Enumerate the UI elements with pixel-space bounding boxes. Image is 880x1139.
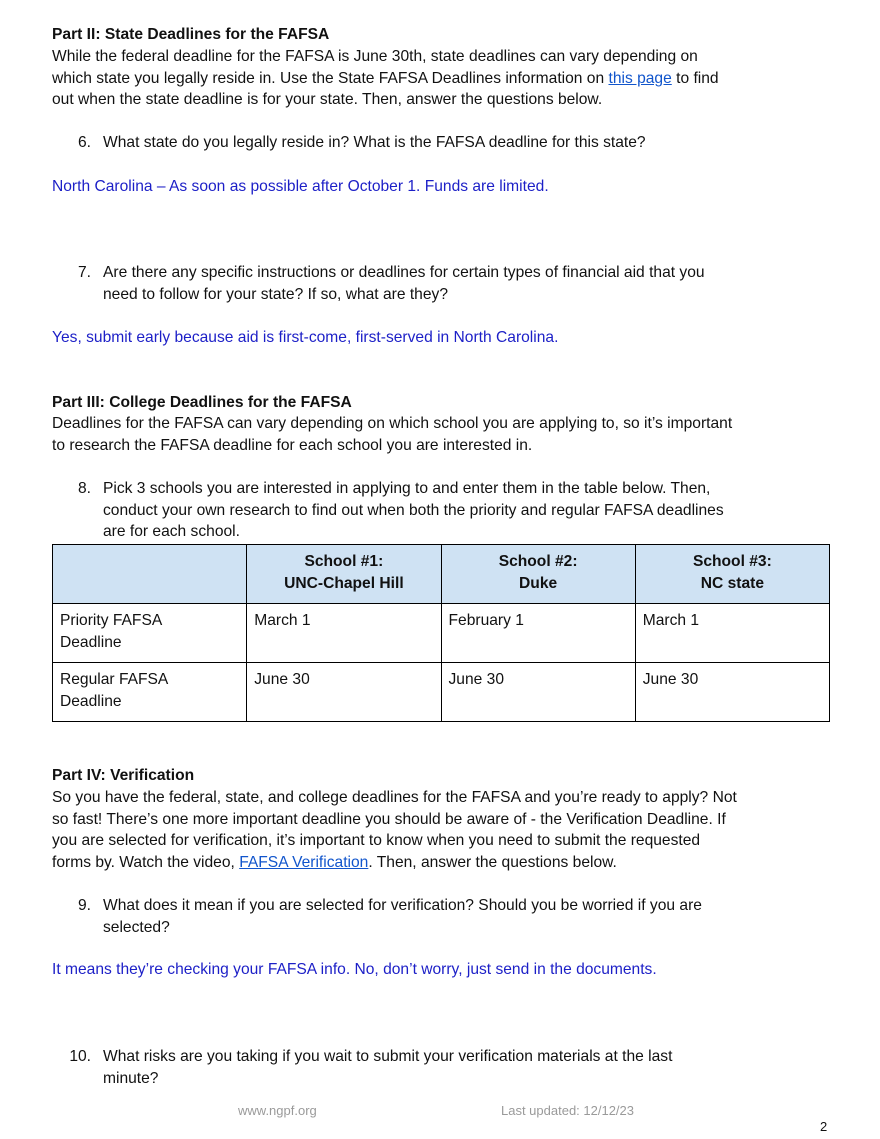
question-text-line: need to follow for your state? If so, what are they? [103,285,448,303]
question-number: 9. [77,897,91,914]
table-cell[interactable]: June 30 [635,663,829,722]
part2-intro-line2 [52,68,842,90]
question-text [103,1046,832,1089]
part4-heading: Part IV: Verification [52,767,195,784]
question-text [103,478,832,543]
header-line: NC state [700,574,764,592]
part4-intro-text-after: . Then, answer the questions below. [368,853,617,871]
table-header-row [53,545,830,604]
question-text-line: minute? [103,1069,159,1087]
question-number: 10. [69,1048,91,1065]
header-line: School #1: [304,553,384,570]
question-text: What state do you legally reside in? What is the FAFSA deadline for this state? [103,134,646,151]
row-label-line: Deadline [60,692,122,710]
question-text-line: Pick 3 schools you are interested in applying to and enter them in the table below. Then, [103,480,711,497]
table-cell[interactable]: March 1 [247,604,441,663]
answer-9: It means they’re checking your FAFSA info. No, don’t worry, just send in the documents. [52,961,657,978]
page-number: 2 [820,1119,828,1134]
part4-intro-line3: you are selected for verification, it’s important to know when you need to submit the requested [52,832,701,850]
part3-intro [52,413,842,456]
header-line: School #2: [498,553,578,570]
part2-intro [52,46,842,111]
this-page-link[interactable]: this page [608,69,672,87]
question-text-line: selected? [103,918,170,936]
question-number: 6. [77,134,91,151]
school-deadlines-table [52,544,830,722]
part2-intro-text-after: to find [671,69,719,87]
table-cell[interactable]: February 1 [441,604,635,663]
question-text-line: What does it mean if you are selected for verification? Should you be worried if you are [103,897,702,914]
question-10 [52,1046,832,1089]
row-label-line: Regular FAFSA [60,671,169,688]
part3-heading: Part III: College Deadlines for the FAFSA [52,394,352,411]
part4-intro-line2: so fast! There’s one more important deadline you should be aware of - the Verification Deadline. If [52,810,726,828]
part3-intro-line1: Deadlines for the FAFSA can vary depending on which school you are applying to, so it’s important [52,415,733,432]
question-text-line: Are there any specific instructions or deadlines for certain types of financial aid that you [103,264,705,281]
table-header-school-3 [635,545,829,604]
header-line: School #3: [692,553,772,570]
row-label-regular [53,663,247,722]
part2-intro-text: which state you legally reside in. Use the State FAFSA Deadlines information on [52,69,609,87]
table-cell[interactable]: March 1 [635,604,829,663]
part2-intro-line3: out when the state deadline is for your state. Then, answer the questions below. [52,91,603,109]
question-number: 7. [77,264,91,281]
question-text [103,262,832,305]
part4-intro-text: forms by. Watch the video, [52,853,240,871]
header-line: Duke [519,574,558,592]
row-label-line: Deadline [60,633,122,651]
part4-intro-line4 [52,852,842,874]
question-text [103,895,832,938]
part2-heading: Part II: State Deadlines for the FAFSA [52,26,330,43]
question-7 [52,262,832,305]
part4-intro [52,787,842,873]
question-8 [52,478,832,543]
table-header-school-2 [441,545,635,604]
table-cell[interactable]: June 30 [247,663,441,722]
table-row [53,604,830,663]
question-text-line: conduct your own research to find out when both the priority and regular FAFSA deadlines [103,501,724,519]
fafsa-verification-link[interactable]: FAFSA Verification [239,853,369,871]
table-header-school-1 [247,545,441,604]
table-header-empty [53,545,247,604]
answer-7: Yes, submit early because aid is first-come, first-served in North Carolina. [52,329,559,346]
question-9 [52,895,832,938]
part4-intro-line1: So you have the federal, state, and college deadlines for the FAFSA and you’re ready to apply? Not [52,789,737,806]
footer-updated: Last updated: 12/12/23 [501,1103,635,1118]
header-line: UNC-Chapel Hill [284,574,404,592]
row-label-priority [53,604,247,663]
question-text-line: are for each school. [103,523,240,541]
question-6 [52,132,832,154]
question-text-line: What risks are you taking if you wait to submit your verification materials at the last [103,1048,673,1065]
table-cell[interactable]: June 30 [441,663,635,722]
answer-6: North Carolina – As soon as possible after October 1. Funds are limited. [52,178,549,195]
question-number: 8. [77,480,91,497]
part3-intro-line2: to research the FAFSA deadline for each school you are interested in. [52,436,533,454]
table-row [53,663,830,722]
footer-site: www.ngpf.org [238,1103,317,1118]
part2-intro-line1: While the federal deadline for the FAFSA is June 30th, state deadlines can vary depending on [52,48,698,65]
row-label-line: Priority FAFSA [60,612,163,629]
